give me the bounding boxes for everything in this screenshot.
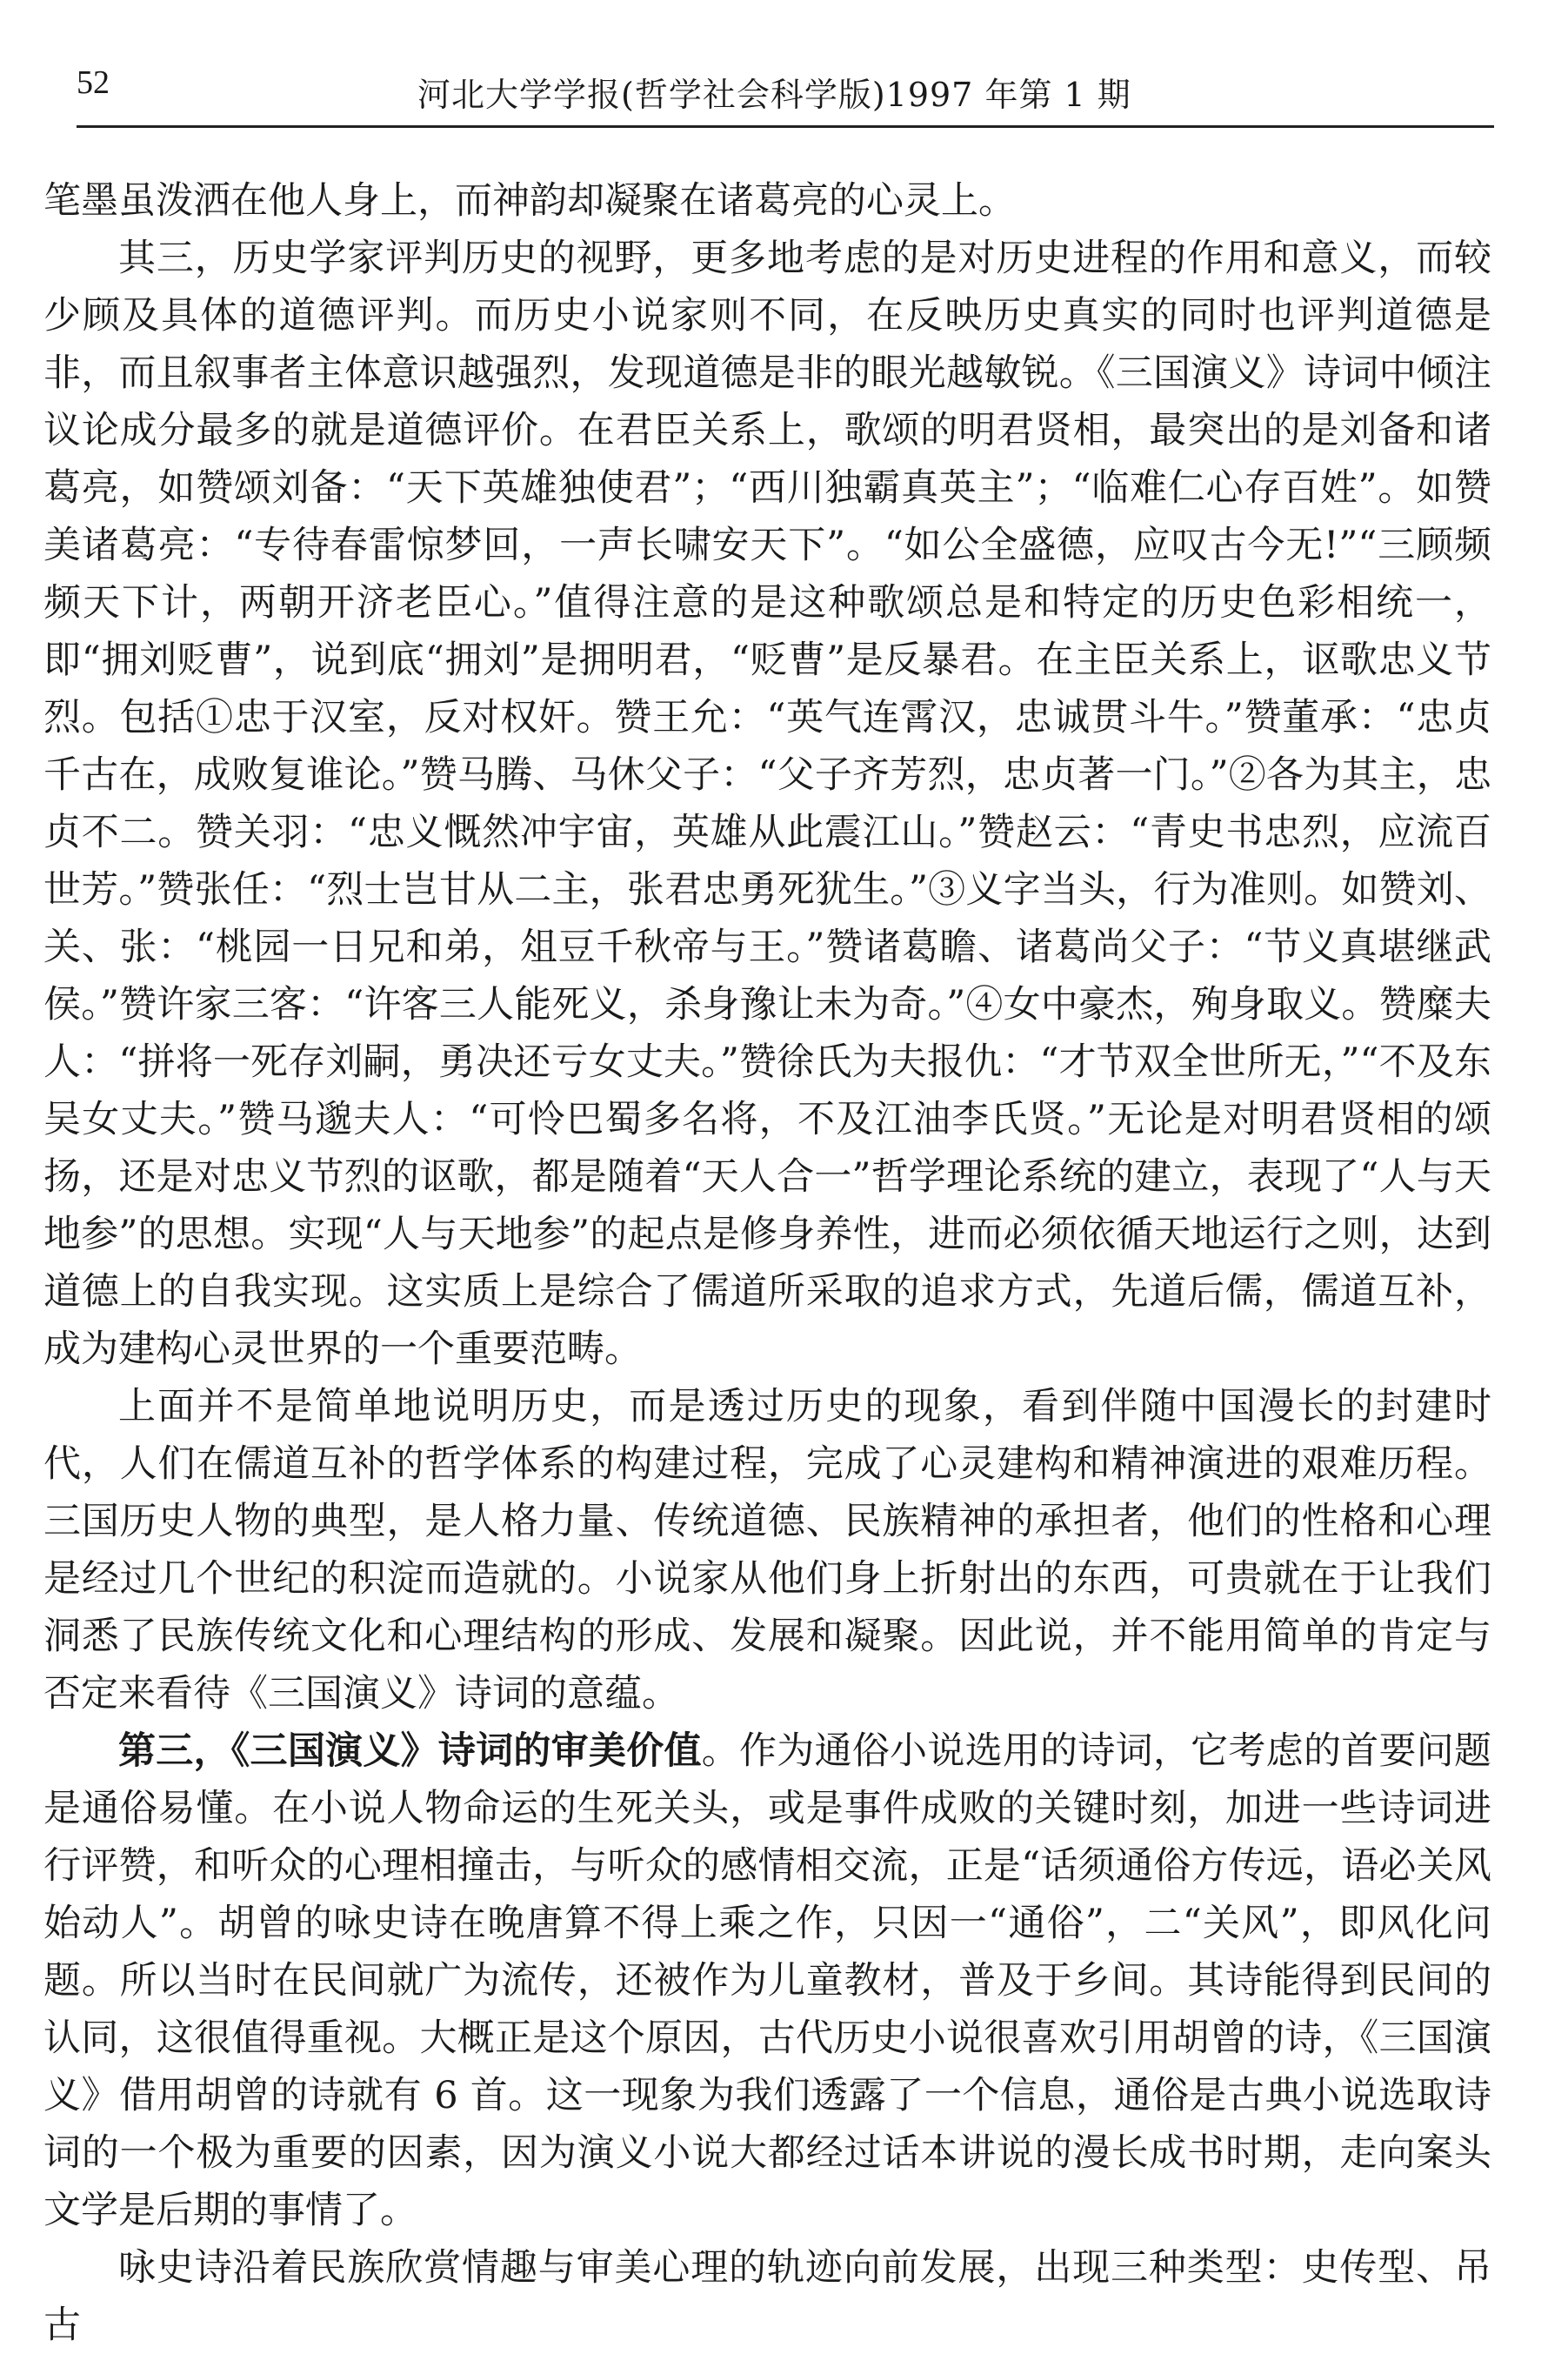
page-number: 52: [77, 64, 110, 101]
paragraph-continuation: 笔墨虽泼洒在他人身上，而神韵却凝聚在诸葛亮的心灵上。: [43, 179, 1016, 223]
paragraph-historical-poetry-types: 咏史诗沿着民族欣赏情趣与审美心理的轨迹向前发展，出现三种类型：史传型、吊古: [43, 2246, 1491, 2347]
paragraph-confucian-taoist-summary: 上面并不是简单地说明历史，而是透过历史的现象，看到伴随中国漫长的封建时代，人们在儒道互补的哲学体系的构建过程，完成了心灵建构和精神演进的艰难历程。三国历史人物的典型，是人格力量、传统道德、民族精神的承担者，他们的性格和心理是经过几个世纪的积淀而造就的。小说家从他们身上折射出的东西，可贵就在于让我们洞悉了民族传统文化和心理结构的形成、发展和凝聚。因此说，并不能用简单的肯定与否定来看待《三国演义》诗词的意蕴。: [43, 1385, 1491, 1715]
paragraph-moral-evaluation: 其三，历史学家评判历史的视野，更多地考虑的是对历史进程的作用和意义，而较少顾及具体的道德评判。而历史小说家则不同，在反映历史真实的同时也评判道德是非，而且叙事者主体意识越强烈，发现道德是非的眼光越敏锐。《三国演义》诗词中倾注议论成分最多的就是道德评价。在君臣关系上，歌颂的明君贤相，最突出的是刘备和诸葛亮，如赞颂刘备：“天下英雄独使君”；“西川独霸真英主”；“临难仁心存百姓”。如赞美诸葛亮：“专待春雷惊梦回，一声长啸安天下”。“如公全盛德，应叹古今无!”“三顾频频天下计，两朝开济老臣心。”值得注意的是这种歌颂总是和特定的历史色彩相统一，即“拥刘贬曹”，说到底“拥刘”是拥明君，“贬曹”是反暴君。在主臣关系上，讴歌忠义节烈。包括①忠于汉室，反对权奸。赞王允：“英气连霄汉，忠诚贯斗牛。”赞董承：“忠贞千古在，成败复谁论。”赞马腾、马休父子：“父子齐芳烈，忠贞著一门。”②各为其主，忠贞不二。赞关羽：“忠义慨然冲宇宙，英雄从此震江山。”赞赵云：“青史书忠烈，应流百世芳。”赞张任：“烈士岂甘从二主，张君忠勇死犹生。”③义字当头，行为准则。如赞刘、关、张：“桃园一日兄和弟，俎豆千秋帝与王。”赞诸葛瞻、诸葛尚父子：“节义真堪继武侯。”赞许家三客：“许客三人能死义，杀身豫让未为奇。”④女中豪杰，殉身取义。赞糜夫人：“拼将一死存刘嗣，勇决还亏女丈夫。”赞徐氏为夫报仇：“才节双全世所无，”“不及东吴女丈夫。”赞马邈夫人：“可怜巴蜀多名将，不及江油李氏贤。”无论是对明君贤相的颂扬，还是对忠义节烈的讴歌，都是随着“天人合一”哲学理论系统的建立，表现了“人与天地参”的思想。实现“人与天地参”的起点是修身养性，进而必须依循天地运行之则，达到道德上的自我实现。这实质上是综合了儒道所采取的追求方式，先道后儒，儒道互补，成为建构心灵世界的一个重要范畴。: [43, 237, 1491, 1371]
journal-running-header: 河北大学学报(哲学社会科学版)1997 年第 1 期: [417, 76, 1131, 114]
paragraph-aesthetic-value: [43, 1722, 1491, 2239]
body-text: [43, 172, 1491, 2354]
header-divider: [77, 125, 1494, 128]
section-heading: 第三，《三国演义》诗词的审美价值: [118, 1729, 702, 1773]
paragraph-aesthetic-value-body: 。作为通俗小说选用的诗词，它考虑的首要问题是通俗易懂。在小说人物命运的生死关头，或是事件成败的关键时刻，加进一些诗词进行评赞，和听众的心理相撞击，与听众的感情相交流，正是“话须通俗方传远，语必关风始动人”。胡曾的咏史诗在晚唐算不得上乘之作，只因一“通俗”，二“关风”，即风化问题。所以当时在民间就广为流传，还被作为儿童教材，普及于乡间。其诗能得到民间的认同，这很值得重视。大概正是这个原因，古代历史小说很喜欢引用胡曾的诗，《三国演义》借用胡曾的诗就有 6 首。这一现象为我们透露了一个信息，通俗是古典小说选取诗词的一个极为重要的因素，因为演义小说大都经过话本讲说的漫长成书时期，走向案头文学是后期的事情了。: [43, 1729, 1492, 2232]
